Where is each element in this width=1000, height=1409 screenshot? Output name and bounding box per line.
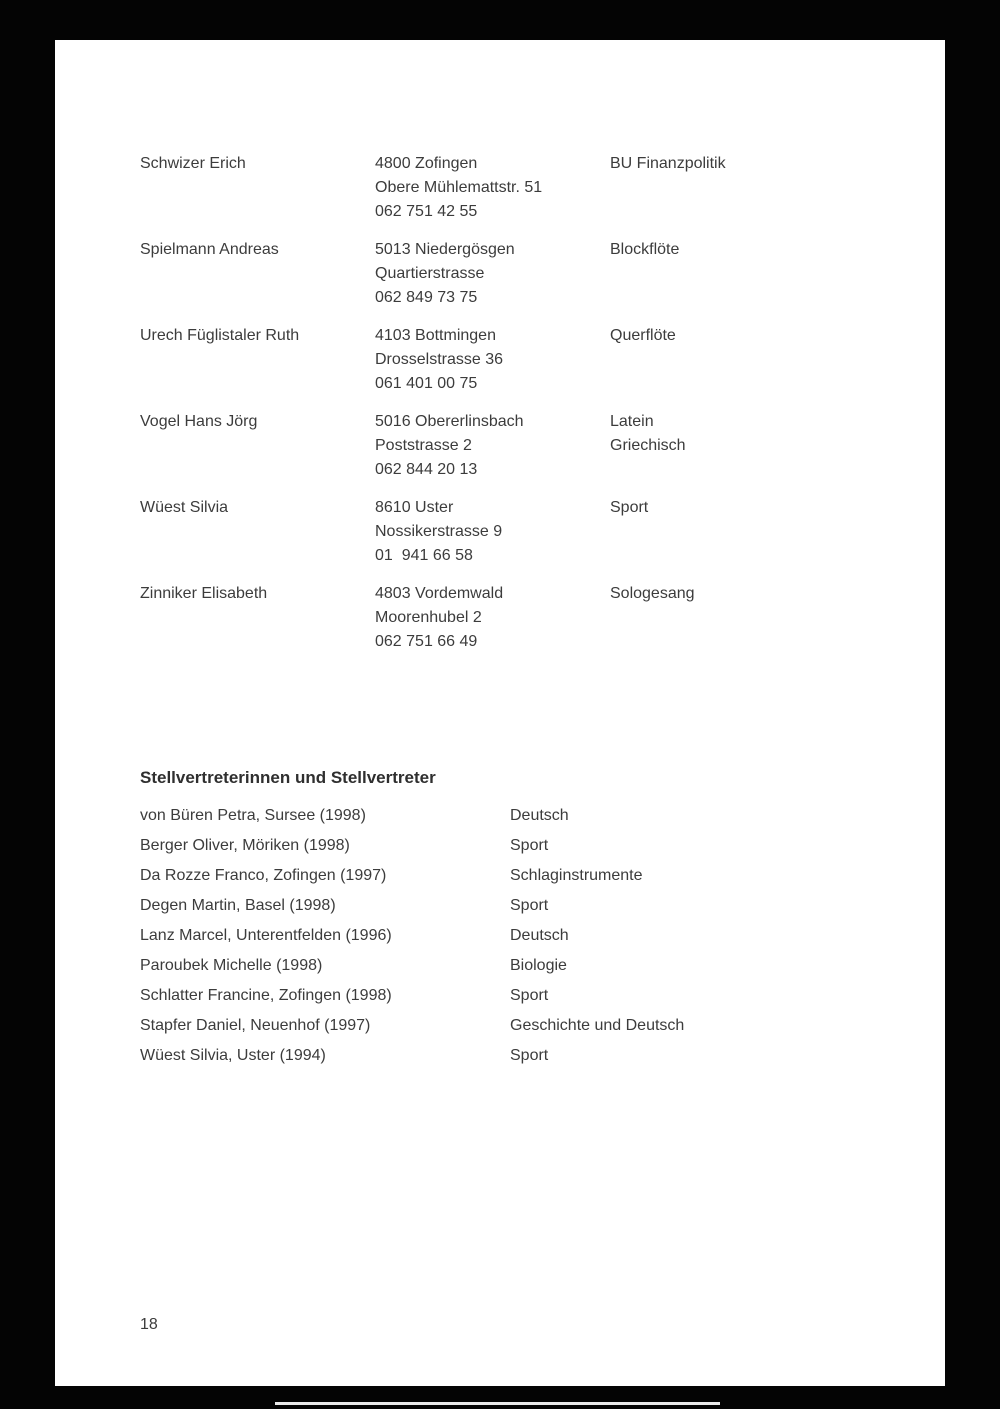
deputy-row <box>140 861 905 891</box>
deputy-subject: Deutsch <box>510 927 569 944</box>
deputy-name: Da Rozze Franco, Zofingen (1997) <box>140 867 387 884</box>
staff-address <box>375 152 610 224</box>
address-line: 061 401 00 75 <box>375 375 478 392</box>
staff-row <box>140 324 905 396</box>
staff-row <box>140 152 905 224</box>
page-number: 18 <box>140 1316 158 1333</box>
staff-row <box>140 582 905 654</box>
page-content <box>55 40 945 1071</box>
deputy-name: Wüest Silvia, Uster (1994) <box>140 1047 326 1064</box>
subject-line: BU Finanzpolitik <box>610 155 726 172</box>
deputy-subject: Biologie <box>510 957 567 974</box>
address-line: Drosselstrasse 36 <box>375 351 504 368</box>
address-line: Moorenhubel 2 <box>375 609 482 626</box>
address-line: 5016 Obererlinsbach <box>375 413 524 430</box>
deputy-subject: Deutsch <box>510 807 569 824</box>
staff-name: Vogel Hans Jörg <box>140 413 258 430</box>
deputy-row <box>140 921 905 951</box>
deputy-row <box>140 951 905 981</box>
deputy-name: von Büren Petra, Sursee (1998) <box>140 807 366 824</box>
staff-subjects <box>610 152 905 224</box>
staff-name: Wüest Silvia <box>140 499 229 516</box>
document-page <box>55 40 945 1386</box>
subject-line: Blockflöte <box>610 241 680 258</box>
address-line: 062 751 42 55 <box>375 203 478 220</box>
address-line: Nossikerstrasse 9 <box>375 523 503 540</box>
deputy-row <box>140 831 905 861</box>
subject-line: Sport <box>610 499 649 516</box>
address-line: 4103 Bottmingen <box>375 327 496 344</box>
staff-address <box>375 324 610 396</box>
deputy-name: Lanz Marcel, Unterentfelden (1996) <box>140 927 392 944</box>
staff-address <box>375 238 610 310</box>
staff-name: Spielmann Andreas <box>140 241 279 258</box>
subject-line: Querflöte <box>610 327 676 344</box>
deputy-name: Degen Martin, Basel (1998) <box>140 897 336 914</box>
staff-subjects <box>610 582 905 654</box>
staff-subjects <box>610 238 905 310</box>
staff-subjects <box>610 410 905 482</box>
address-line: 5013 Niedergösgen <box>375 241 515 258</box>
address-line: Quartierstrasse <box>375 265 485 282</box>
staff-address <box>375 496 610 568</box>
deputy-row <box>140 1041 905 1071</box>
subject-line: Griechisch <box>610 437 686 454</box>
deputy-row <box>140 891 905 921</box>
deputy-subject: Sport <box>510 897 549 914</box>
deputy-row <box>140 981 905 1011</box>
deputies-list <box>140 801 905 1071</box>
staff-row <box>140 496 905 568</box>
deputy-subject: Geschichte und Deutsch <box>510 1017 685 1034</box>
staff-name: Urech Füglistaler Ruth <box>140 327 300 344</box>
address-line: 062 751 66 49 <box>375 633 478 650</box>
address-line: Obere Mühlemattstr. 51 <box>375 179 543 196</box>
subject-line: Latein <box>610 413 654 430</box>
deputy-name: Stapfer Daniel, Neuenhof (1997) <box>140 1017 371 1034</box>
address-line: 8610 Uster <box>375 499 454 516</box>
scan-edge-artifact <box>275 1402 720 1405</box>
deputy-row <box>140 1011 905 1041</box>
address-line: 062 849 73 75 <box>375 289 478 306</box>
staff-address <box>375 582 610 654</box>
staff-name: Schwizer Erich <box>140 155 246 172</box>
subject-line: Sologesang <box>610 585 695 602</box>
deputy-subject: Sport <box>510 837 549 854</box>
deputy-name: Schlatter Francine, Zofingen (1998) <box>140 987 392 1004</box>
staff-row <box>140 238 905 310</box>
address-line: Poststrasse 2 <box>375 437 472 454</box>
deputy-subject: Sport <box>510 987 549 1004</box>
deputy-name: Berger Oliver, Möriken (1998) <box>140 837 350 854</box>
deputy-row <box>140 801 905 831</box>
staff-address <box>375 410 610 482</box>
staff-name: Zinniker Elisabeth <box>140 585 268 602</box>
deputy-name: Paroubek Michelle (1998) <box>140 957 323 974</box>
deputy-subject: Sport <box>510 1047 549 1064</box>
staff-list <box>140 152 905 654</box>
staff-subjects <box>610 324 905 396</box>
deputies-heading: Stellvertreterinnen und Stellvertreter <box>140 768 436 787</box>
address-line: 4800 Zofingen <box>375 155 478 172</box>
address-line: 062 844 20 13 <box>375 461 478 478</box>
address-line: 4803 Vordemwald <box>375 585 504 602</box>
address-line: 01 941 66 58 <box>375 547 473 564</box>
staff-row <box>140 410 905 482</box>
staff-subjects <box>610 496 905 568</box>
deputy-subject: Schlaginstrumente <box>510 867 643 884</box>
